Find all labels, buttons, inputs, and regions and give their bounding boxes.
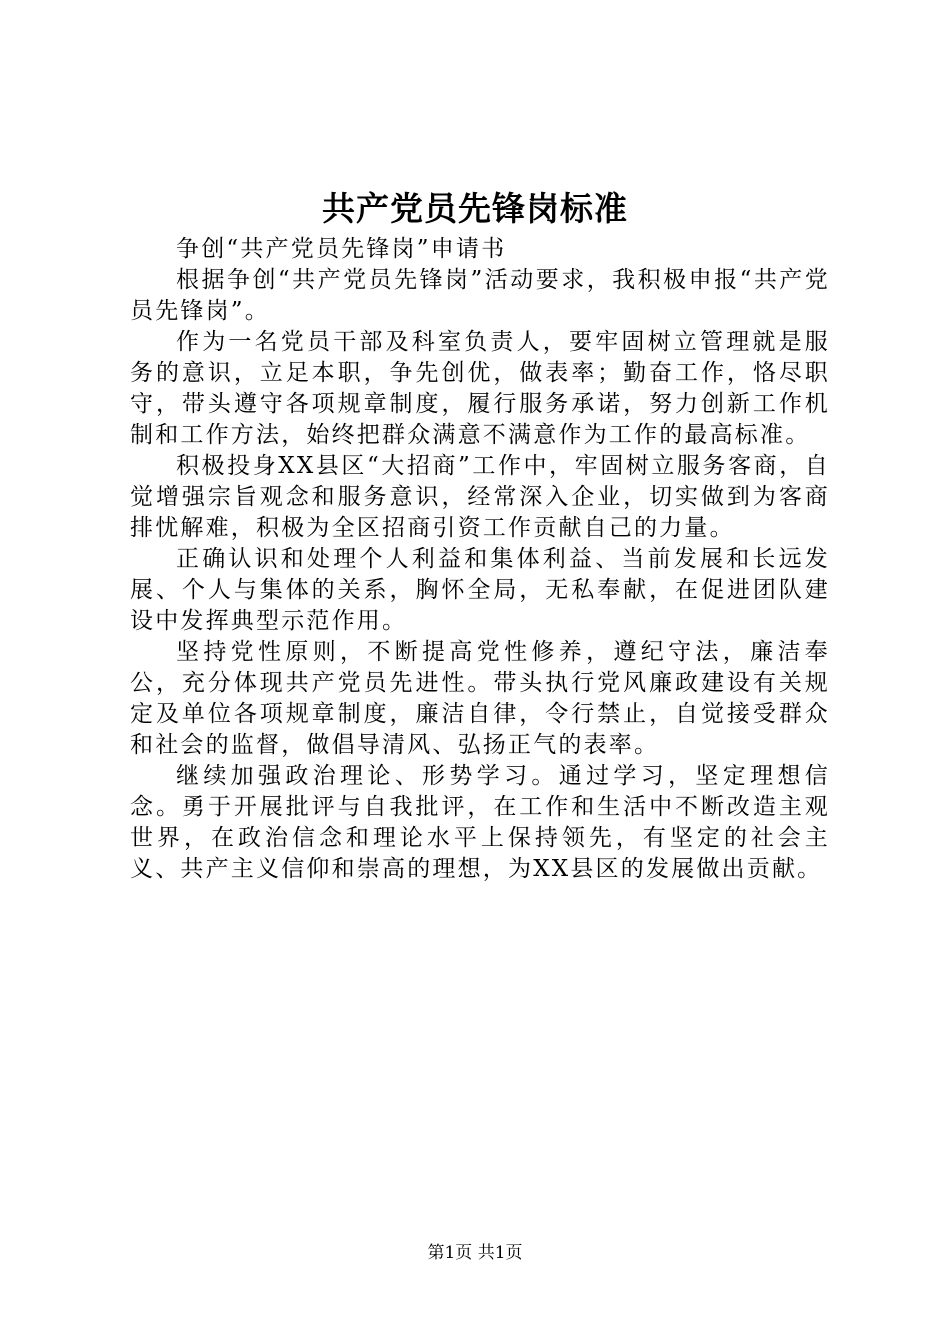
document-body — [130, 234, 830, 885]
paragraph-service-awareness: 作为一名党员干部及科室负责人，要牢固树立管理就是服务的意识，立足本职，争先创优，做表率；勤奋工作，恪尽职守，带头遵守各项规章制度，履行服务承诺，努力创新工作机制和工作方法，始终把群众满意不满意作为工作的最高标准。 — [130, 329, 830, 448]
paragraph-political-study: 继续加强政治理论、形势学习。通过学习，坚定理想信念。勇于开展批评与自我批评，在工作和生活中不断改造主观世界，在政治信念和理论水平上保持领先，有坚定的社会主义、共产主义信仰和崇高的理想，为XX县区的发展做出贡献。 — [130, 763, 830, 882]
paragraph-party-principles: 坚持党性原则，不断提高党性修养，遵纪守法，廉洁奉公，充分体现共产党员先进性。带头执行党风廉政建设有关规定及单位各项规章制度，廉洁自律，令行禁止，自觉接受群众和社会的监督，做倡导清风、弘扬正气的表率。 — [130, 639, 830, 758]
document-title: 共产党员先锋岗标准 — [322, 189, 628, 228]
paragraph-collective-interest: 正确认识和处理个人利益和集体利益、当前发展和长远发展、个人与集体的关系，胸怀全局，无私奉献，在促进团队建设中发挥典型示范作用。 — [130, 546, 830, 634]
page-footer: 第1页 共1页 — [427, 1243, 523, 1263]
paragraph-application-heading: 争创“共产党员先锋岗”申请书 — [176, 236, 507, 262]
paragraph-intro: 根据争创“共产党员先锋岗”活动要求，我积极申报“共产党员先锋岗”。 — [130, 267, 830, 324]
paragraph-investment-attraction: 积极投身XX县区“大招商”工作中，牢固树立服务客商，自觉增强宗旨观念和服务意识，经常深入企业，切实做到为客商排忧解难，积极为全区招商引资工作贡献自己的力量。 — [130, 453, 830, 541]
